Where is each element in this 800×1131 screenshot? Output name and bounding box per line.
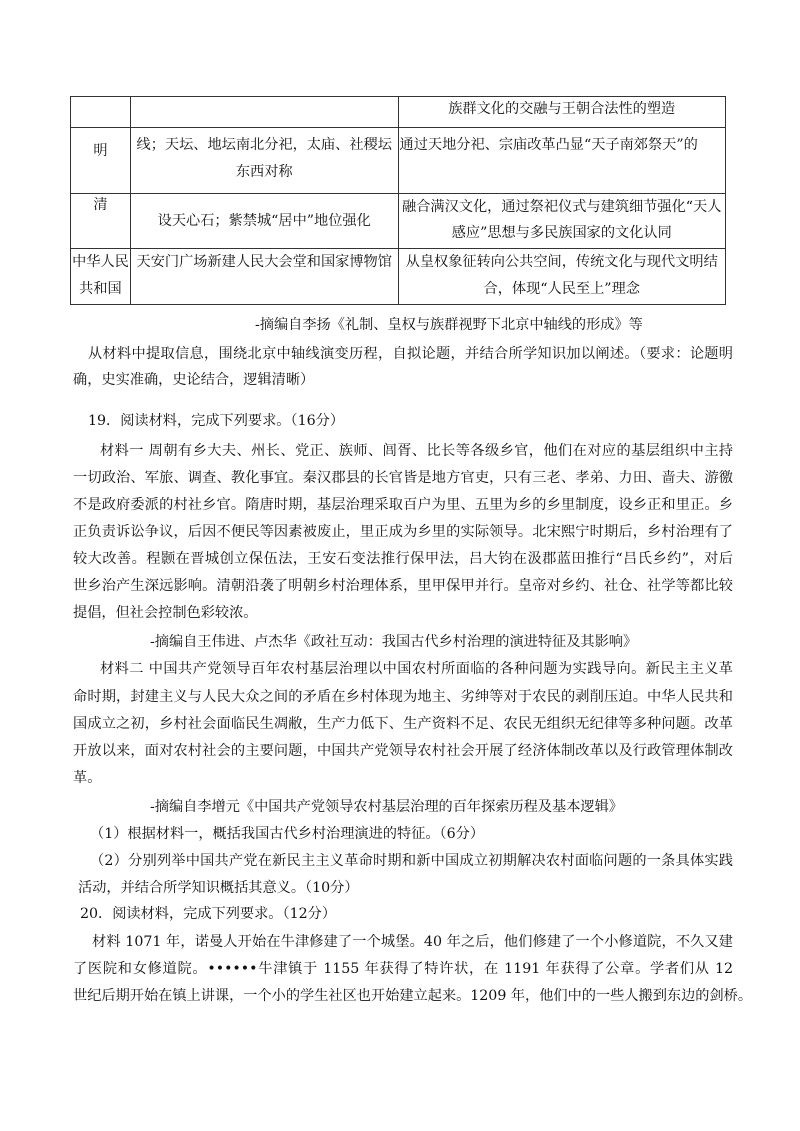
change-cell: 天安门广场新建人民大会堂和国家博物馆	[130, 249, 398, 305]
material-line: 国成立之初，乡村社会面临民生凋敝，生产力低下、生产资料不足、农民无组织无纪律等多种问题。改革	[73, 716, 733, 732]
material-line: 正负责诉讼争议，后因不便民等因素被废止，里正成为乡里的实际领导。北宋熙宁时期后，乡村治理有了	[73, 524, 733, 540]
table-row	[71, 249, 726, 305]
material-line: 不是政府委派的村社乡官。隋唐时期，基层治理采取百户为里、五里为乡的乡里制度，设乡正和里正。乡	[73, 497, 733, 513]
source-citation: -摘编自王伟进、卢杰华《政社互动：我国古代乡村治理的演进特征及其影响》	[150, 634, 638, 650]
material-line: 世乡治产生深远影响。清朝沿袭了明朝乡村治理体系，里甲保甲并行。皇帝对乡约、社仓、社学等都比较	[73, 578, 733, 594]
material-line: 革。	[73, 770, 102, 786]
meaning-cell: 融合满汉文化，通过祭祀仪式与建筑细节强化“天人感应”思想与多民族国家的文化认同	[398, 194, 726, 249]
material-line: 提倡，但社会控制色彩较浓。	[73, 605, 258, 621]
material-line: 材料二 中国共产党领导百年农村基层治理以中国农村所面临的各种问题为实践导向。新民主主义革	[100, 661, 733, 677]
change-cell: 设天心石；紫禁城“居中”地位强化	[130, 194, 398, 249]
table-row	[71, 194, 726, 249]
axis-evolution-table	[70, 96, 726, 305]
material-line: 开放以来，面对农村社会的主要问题，中国共产党领导农村社会开展了经济体制改革以及行政管理体制改	[73, 743, 733, 759]
material-line: 材料一 周朝有乡大夫、州长、党正、族师、闾胥、比长等各级乡官，他们在对应的基层组织中主持	[100, 443, 733, 459]
table-row	[71, 97, 726, 128]
material-line: 一切政治、军旅、调查、教化事宜。秦汉郡县的长官皆是地方官吏，只有三老、孝弟、力田、啬夫、游徼	[73, 470, 733, 486]
question-20-title: 20．阅读材料，完成下列要求。（12分）	[80, 906, 337, 922]
dynasty-cell: 明	[71, 128, 131, 194]
change-cell: 线；天坛、地坛南北分祀，太庙、社稷坛东西对称	[130, 128, 398, 194]
dynasty-cell: 中华人民共和国	[71, 249, 131, 305]
prompt-line: 确，史实准确，史论结合，逻辑清晰）	[73, 372, 315, 388]
meaning-cell: 族群文化的交融与王朝合法性的塑造	[398, 97, 726, 128]
sub-question-2: （2）分别列举中国共产党在新民主主义革命时期和新中国成立初期解决农村面临问题的一条具体实践	[90, 853, 733, 869]
material-line: 材料 1071 年，诺曼人开始在牛津修建了一个城堡。40 年之后，他们修建了一个小修道院，不久又建	[92, 934, 733, 950]
prompt-line: 从材料中提取信息，围绕北京中轴线演变历程，自拟论题，并结合所学知识加以阐述。（要求：论题明	[88, 346, 733, 362]
material-line: 命时期，封建主义与人民大众之间的矛盾在乡村体现为地主、劣绅等对于农民的剥削压迫。中华人民共和	[73, 689, 733, 705]
change-cell	[130, 97, 398, 128]
meaning-cell: 从皇权象征转向公共空间，传统文化与现代文明结合，体现“人民至上”理念	[398, 249, 726, 305]
source-citation: -摘编自李扬《礼制、皇权与族群视野下北京中轴线的形成》等	[255, 317, 643, 333]
meaning-cell: 通过天地分祀、宗庙改革凸显“天子南郊祭天”的	[398, 128, 726, 194]
dynasty-cell: 清	[71, 194, 131, 249]
question-19-title: 19．阅读材料，完成下列要求。（16分）	[88, 413, 345, 429]
sub-question-2: 活动，并结合所学知识概括其意义。（10分）	[78, 880, 359, 896]
material-line: 世纪后期开始在镇上讲课，一个小的学生社区也开始建立起来。1209 年，他们中的一些人搬到东边的剑桥。	[73, 988, 753, 1004]
dynasty-cell	[71, 97, 131, 128]
table-row	[71, 128, 726, 194]
source-citation: -摘编自李增元《中国共产党领导农村基层治理的百年探索历程及基本逻辑》	[150, 799, 623, 815]
material-line: 较大改善。程颢在晋城创立保伍法，王安石变法推行保甲法，吕大钧在汲郡蓝田推行“吕氏乡约”，对后	[73, 551, 733, 567]
sub-question-1: （1）根据材料一，概括我国古代乡村治理演进的特征。（6分）	[90, 826, 485, 842]
material-line: 了医院和女修道院。••••••牛津镇于 1155 年获得了特许状，在 1191 年获得了公章。学者们从 12	[73, 961, 733, 977]
